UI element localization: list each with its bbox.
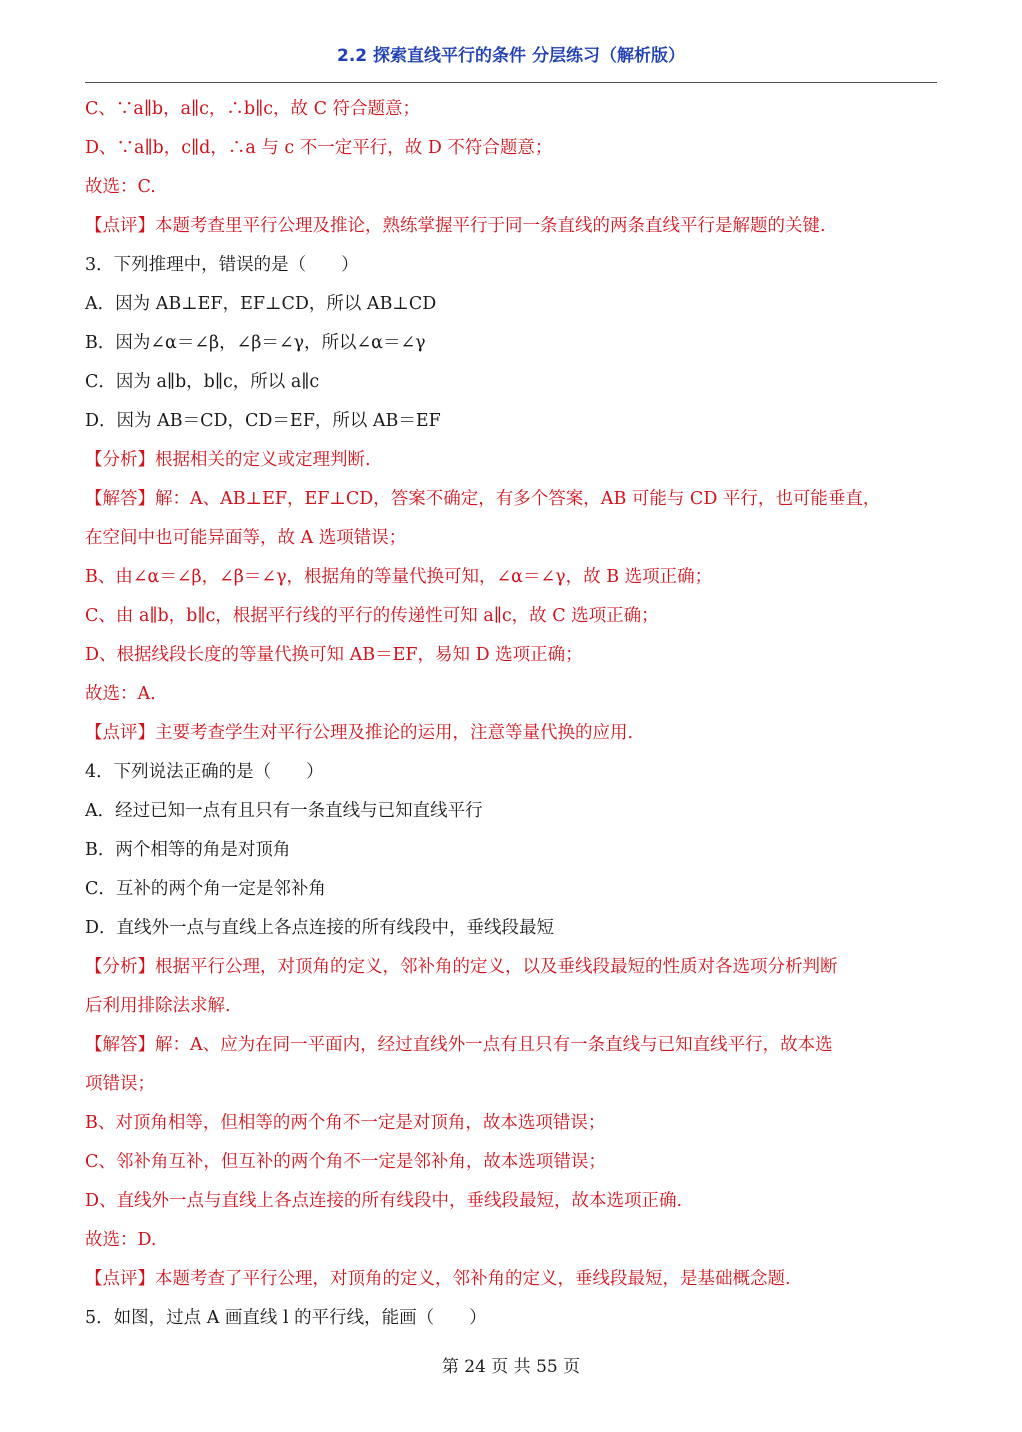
page-number: 第 24 页 共 55 页 [441, 1357, 581, 1377]
text-line: 5．如图，过点 A 画直线 l 的平行线，能画（ ） [85, 1308, 487, 1328]
header-divider [85, 82, 937, 83]
text-line: C．因为 a∥b，b∥c，所以 a∥c [85, 372, 320, 392]
text-line: 后利用排除法求解. [85, 996, 231, 1016]
text-line: 【解答】解：A、AB⊥EF，EF⊥CD，答案不确定，有多个答案，AB 可能与 CD 平行，也可能垂直， [85, 489, 881, 509]
text-line: 3．下列推理中，错误的是（ ） [85, 255, 359, 275]
text-line: A．经过已知一点有且只有一条直线与已知直线平行 [85, 801, 483, 821]
text-line: B．因为∠α＝∠β，∠β＝∠γ，所以∠α＝∠γ [85, 333, 426, 353]
text-line: 【点评】本题考查里平行公理及推论，熟练掌握平行于同一条直线的两条直线平行是解题的关键. [85, 216, 826, 236]
text-line: 故选：C. [85, 177, 156, 197]
text-line: A．因为 AB⊥EF，EF⊥CD，所以 AB⊥CD [85, 294, 437, 314]
text-line: B、由∠α＝∠β，∠β＝∠γ，根据角的等量代换可知，∠α＝∠γ，故 B 选项正确； [85, 567, 713, 587]
text-line: 【分析】根据平行公理，对顶角的定义，邻补角的定义，以及垂线段最短的性质对各选项分析判断 [85, 957, 838, 977]
document-body [85, 90, 945, 1338]
text-line: B、对顶角相等，但相等的两个角不一定是对顶角，故本选项错误； [85, 1113, 606, 1133]
text-line: C、邻补角互补，但互补的两个角不一定是邻补角，故本选项错误； [85, 1152, 606, 1172]
text-line: C．互补的两个角一定是邻补角 [85, 879, 326, 899]
text-line: D、∵a∥b，c∥d，∴a 与 c 不一定平行，故 D 不符合题意； [85, 138, 553, 158]
text-line: C、由 a∥b，b∥c，根据平行线的平行的传递性可知 a∥c，故 C 选项正确； [85, 606, 659, 626]
text-line: 项错误； [85, 1074, 155, 1094]
text-line: D、根据线段长度的等量代换可知 AB＝EF，易知 D 选项正确； [85, 645, 583, 665]
text-line: D、直线外一点与直线上各点连接的所有线段中，垂线段最短，故本选项正确. [85, 1191, 683, 1211]
text-line: 【解答】解：A、应为在同一平面内，经过直线外一点有且只有一条直线与已知直线平行，故本选 [85, 1035, 833, 1055]
text-line: D．因为 AB＝CD，CD＝EF，所以 AB＝EF [85, 411, 441, 431]
text-line: 【点评】主要考查学生对平行公理及推论的运用，注意等量代换的应用. [85, 723, 634, 743]
text-line: 【点评】本题考查了平行公理，对顶角的定义，邻补角的定义，垂线段最短，是基础概念题. [85, 1269, 791, 1289]
text-line: 在空间中也可能异面等，故 A 选项错误； [85, 528, 407, 548]
text-line: B．两个相等的角是对顶角 [85, 840, 291, 860]
text-line: D．直线外一点与直线上各点连接的所有线段中，垂线段最短 [85, 918, 555, 938]
text-line: C、∵a∥b，a∥c，∴b∥c，故 C 符合题意； [85, 99, 421, 119]
text-line: 4．下列说法正确的是（ ） [85, 762, 324, 782]
page-header-title: 2.2 探索直线平行的条件 分层练习（解析版） [337, 46, 685, 66]
text-line: 【分析】根据相关的定义或定理判断. [85, 450, 371, 470]
text-line: 故选：D. [85, 1230, 157, 1250]
text-line: 故选：A. [85, 684, 156, 704]
